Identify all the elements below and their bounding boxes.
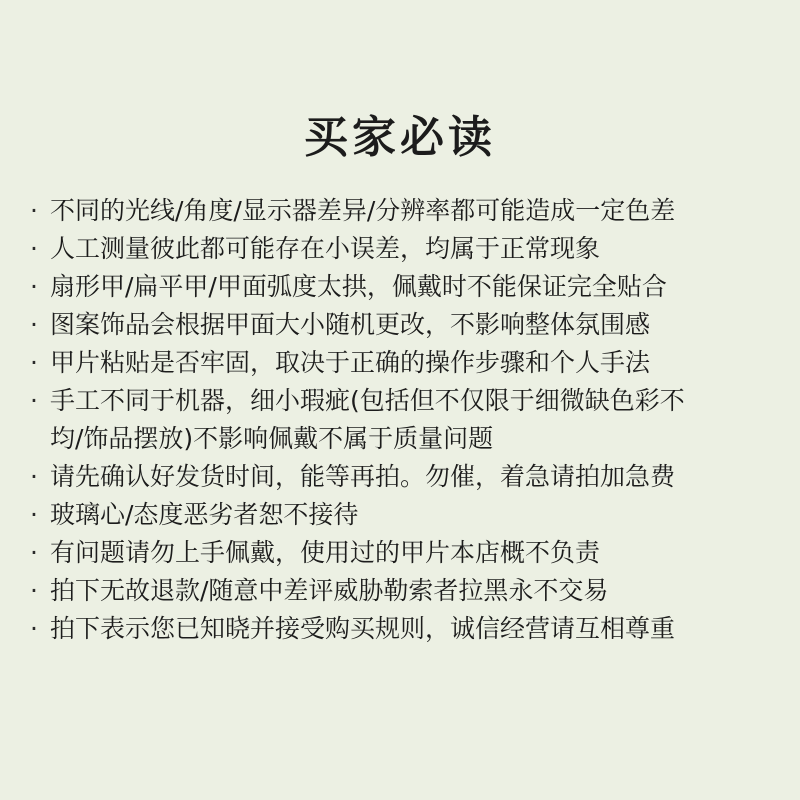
rule-item: · 有问题请勿上手佩戴，使用过的甲片本店概不负责 <box>30 534 790 572</box>
rule-item: · 扇形甲/扁平甲/甲面弧度太拱，佩戴时不能保证完全贴合 <box>30 268 790 306</box>
rule-item: · 图案饰品会根据甲面大小随机更改，不影响整体氛围感 <box>30 306 790 344</box>
page-title: 买家必读 <box>304 112 496 163</box>
rule-item: · 请先确认好发货时间，能等再拍。勿催，着急请拍加急费 <box>30 458 790 496</box>
rule-item: · 拍下表示您已知晓并接受购买规则，诚信经营请互相尊重 <box>30 610 790 648</box>
rules-list <box>30 192 790 648</box>
rule-item: · 拍下无故退款/随意中差评威胁勒索者拉黑永不交易 <box>30 572 790 610</box>
rule-item: · 甲片粘贴是否牢固，取决于正确的操作步骤和个人手法 <box>30 344 790 382</box>
rule-item: · 不同的光线/角度/显示器差异/分辨率都可能造成一定色差 <box>30 192 790 230</box>
rule-item: · 人工测量彼此都可能存在小误差，均属于正常现象 <box>30 230 790 268</box>
rule-item-continuation: 均/饰品摆放)不影响佩戴不属于质量问题 <box>50 424 494 453</box>
rule-item: · 手工不同于机器，细小瑕疵(包括但不仅限于细微缺色彩不 <box>30 382 790 420</box>
rule-item: · 玻璃心/态度恶劣者恕不接待 <box>30 496 790 534</box>
